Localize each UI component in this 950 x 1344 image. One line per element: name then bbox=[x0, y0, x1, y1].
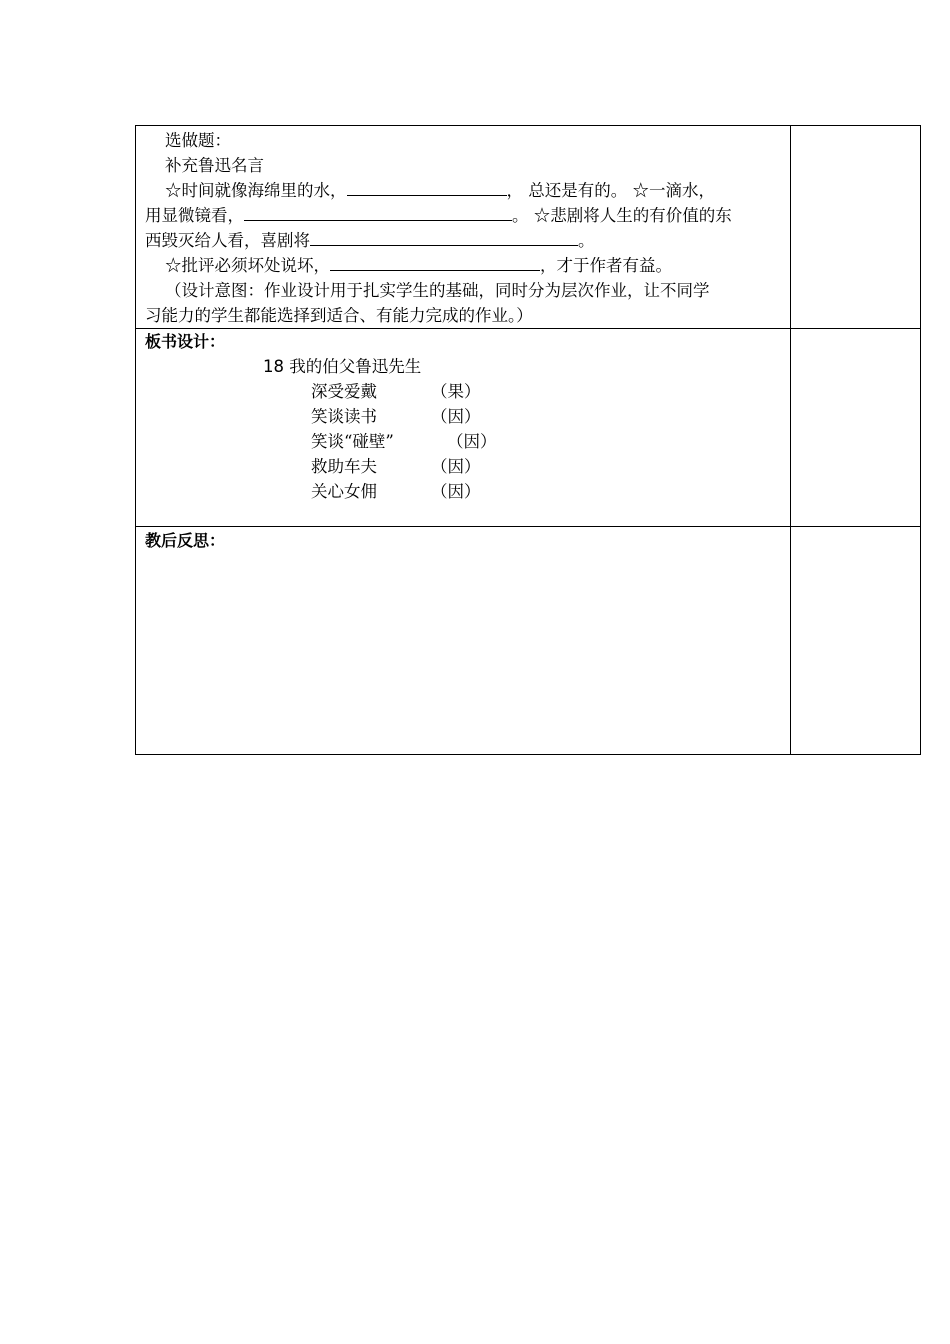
board-item-tag: （因） bbox=[447, 432, 497, 451]
quote-line-3 bbox=[145, 228, 782, 253]
board-item-label: 深受爱戴 bbox=[311, 382, 377, 401]
quote-4-blank bbox=[330, 253, 540, 271]
quote-3-blank bbox=[310, 228, 578, 246]
board-item-tag: （因） bbox=[431, 407, 481, 426]
board-item bbox=[311, 429, 782, 454]
design-intent-line-1: （设计意图：作业设计用于扎实学生的基础，同时分为层次作业，让不同学 bbox=[165, 281, 710, 300]
homework-subtitle: 补充鲁迅名言 bbox=[165, 156, 264, 175]
board-item-label: 关心女佣 bbox=[311, 482, 377, 501]
board-item-label: 笑谈“碰壁” bbox=[311, 432, 394, 451]
reflection-row bbox=[136, 527, 921, 755]
board-content bbox=[263, 354, 782, 504]
board-design-cell bbox=[136, 329, 791, 527]
quote-3-prefix: 西毁灭给人看，喜剧将 bbox=[145, 231, 310, 250]
design-intent-line-2: 习能力的学生都能选择到适合、有能力完成的作业。） bbox=[145, 306, 533, 325]
quote-2-suffix: 。 ☆悲剧将人生的有价值的东 bbox=[512, 206, 732, 225]
homework-cell bbox=[136, 126, 791, 329]
board-item bbox=[311, 379, 782, 404]
board-design-side-cell bbox=[791, 329, 921, 527]
quote-4-prefix: ☆批评必须坏处说坏， bbox=[165, 256, 330, 275]
reflection-heading: 教后反思： bbox=[145, 531, 226, 550]
lesson-number: 18 bbox=[263, 357, 284, 376]
board-item-label: 笑谈读书 bbox=[311, 407, 377, 426]
lesson-plan-table bbox=[135, 125, 921, 755]
board-item bbox=[311, 404, 782, 429]
board-item bbox=[311, 454, 782, 479]
quote-4-suffix: ，才于作者有益。 bbox=[540, 256, 672, 275]
board-design-heading: 板书设计： bbox=[145, 332, 226, 351]
board-item-tag: （果） bbox=[431, 382, 481, 401]
quote-1-blank bbox=[347, 178, 507, 196]
board-title bbox=[263, 354, 782, 379]
reflection-cell bbox=[136, 527, 791, 755]
quote-line-1 bbox=[145, 178, 782, 203]
board-item-label: 救助车夫 bbox=[311, 457, 377, 476]
lesson-title: 我的伯父鲁迅先生 bbox=[284, 357, 422, 376]
quote-1-suffix: ， 总还是有的。 ☆一滴水， bbox=[506, 181, 715, 200]
homework-title: 选做题： bbox=[165, 131, 231, 150]
quote-2-blank bbox=[244, 203, 512, 221]
board-item-tag: （因） bbox=[431, 457, 481, 476]
board-design-row bbox=[136, 329, 921, 527]
homework-side-cell bbox=[791, 126, 921, 329]
board-item bbox=[311, 479, 782, 504]
quote-3-suffix: 。 bbox=[578, 231, 595, 250]
quote-1-prefix: ☆时间就像海绵里的水， bbox=[165, 181, 347, 200]
quote-line-4 bbox=[145, 253, 782, 278]
board-item-tag: （因） bbox=[431, 482, 481, 501]
reflection-side-cell bbox=[791, 527, 921, 755]
quote-2-prefix: 用显微镜看， bbox=[145, 206, 244, 225]
quote-line-2 bbox=[145, 203, 782, 228]
homework-row bbox=[136, 126, 921, 329]
